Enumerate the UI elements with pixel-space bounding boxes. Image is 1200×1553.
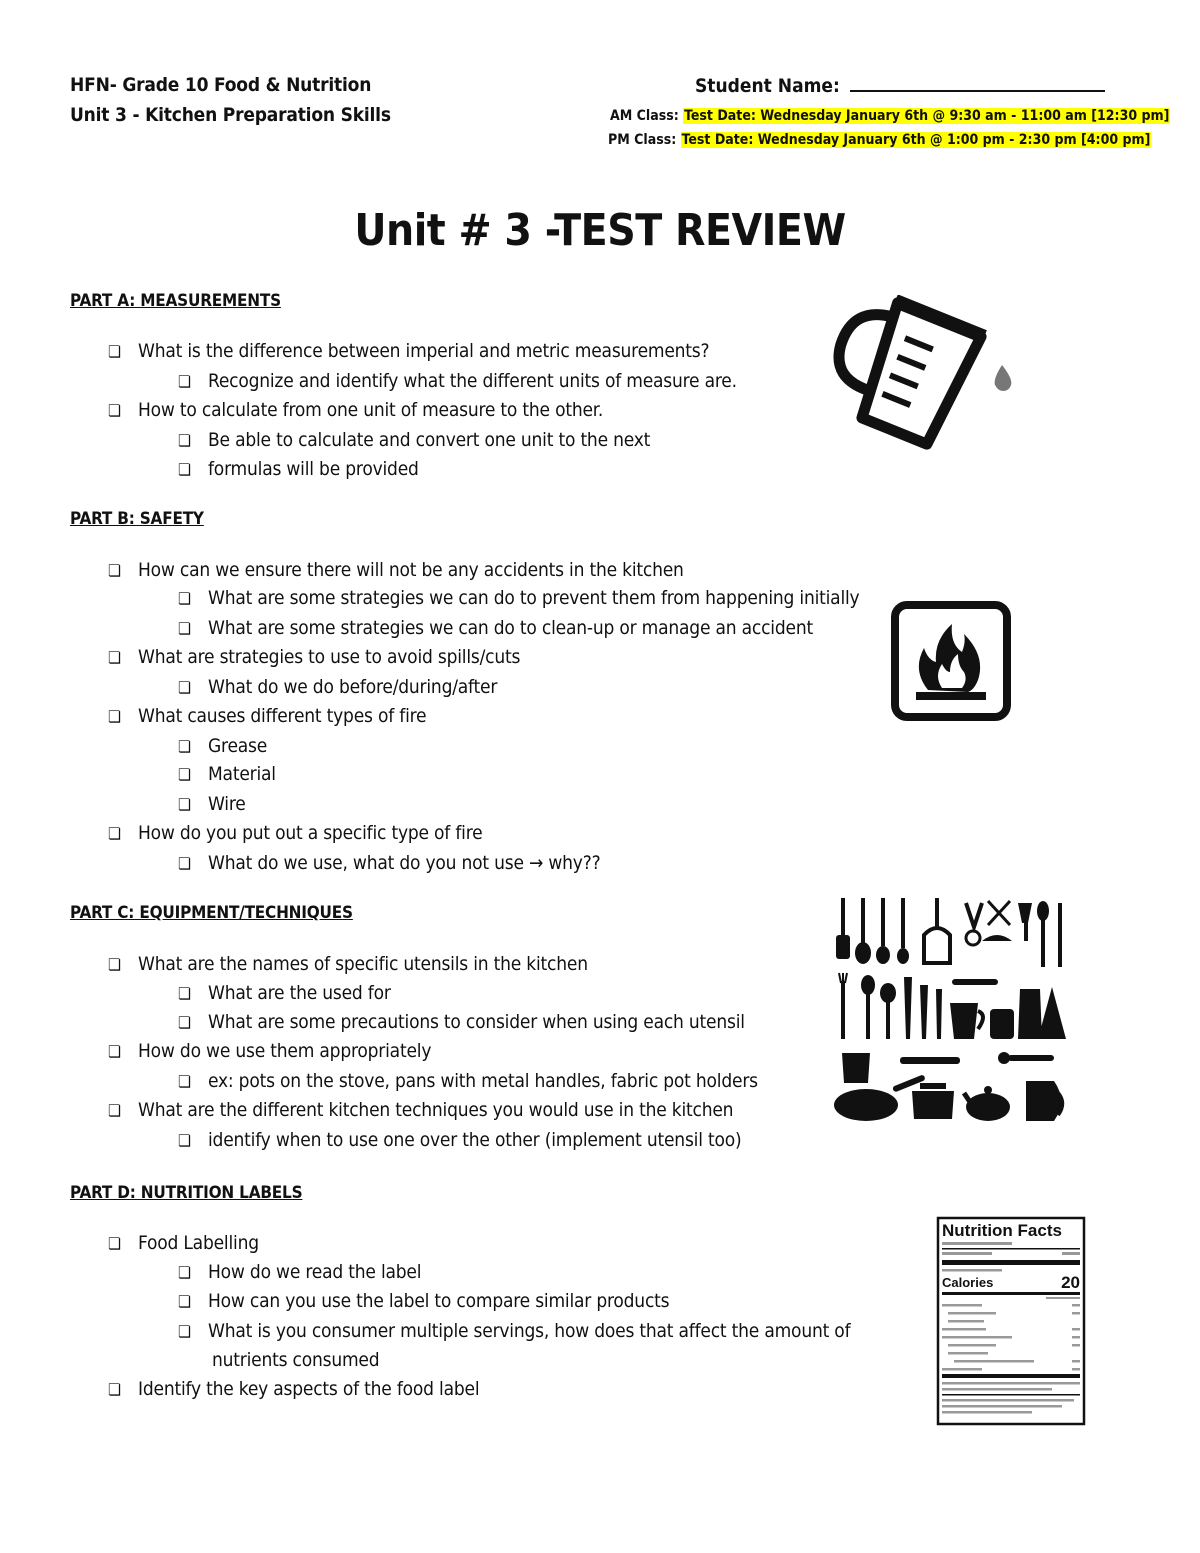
student-name-line[interactable] — [850, 70, 1105, 92]
list-item: ❏ What do we do before/during/after — [178, 673, 497, 702]
list-item: ❏ What are some strategies we can do to prevent them from happening initially — [178, 584, 859, 613]
checkbox-icon: ❏ — [178, 1131, 191, 1150]
list-item-continuation: nutrients consumed — [212, 1349, 380, 1371]
checkbox-icon: ❏ — [178, 1013, 191, 1032]
checkbox-icon: ❏ — [178, 678, 191, 697]
student-name-label: Student Name: — [695, 75, 840, 97]
checkbox-icon: ❏ — [108, 1380, 121, 1399]
list-item: ❏ Identify the key aspects of the food label — [108, 1375, 479, 1404]
checkbox-icon: ❏ — [178, 431, 191, 450]
list-item: ❏ What are the names of specific utensils in the kitchen — [108, 950, 588, 979]
checkbox-icon: ❏ — [178, 795, 191, 814]
fire-hazard-icon — [890, 600, 1012, 722]
part-c-heading: PART C: EQUIPMENT/TECHNIQUES — [70, 903, 353, 923]
checkbox-icon: ❏ — [108, 955, 121, 974]
water-drop-icon — [995, 365, 1012, 391]
list-item: ❏ Wire — [178, 790, 246, 819]
list-item: ❏ How can you use the label to compare similar products — [178, 1287, 669, 1316]
checkbox-icon: ❏ — [108, 401, 121, 420]
kitchen-utensils-icon — [832, 893, 1070, 1125]
nutrition-facts-title: Nutrition Facts — [942, 1221, 1062, 1240]
am-class-label: AM Class: — [610, 108, 679, 124]
am-test-date: Test Date: Wednesday January 6th @ 9:30 am - 11:00 am [12:30 pm] — [684, 108, 1170, 124]
checkbox-icon: ❏ — [178, 1072, 191, 1091]
list-item: ❏ What are strategies to use to avoid spills/cuts — [108, 643, 520, 672]
pm-class-line — [608, 130, 1151, 150]
measuring-cup-icon — [815, 295, 1020, 460]
part-b-heading: PART B: SAFETY — [70, 509, 204, 529]
list-item: ❏ What are some strategies we can do to clean-up or manage an accident — [178, 614, 813, 643]
checkbox-icon: ❏ — [108, 1042, 121, 1061]
list-item: ❏ Be able to calculate and convert one unit to the next — [178, 426, 650, 455]
list-item: ❏ What is the difference between imperial and metric measurements? — [108, 337, 709, 366]
checkbox-icon: ❏ — [108, 561, 121, 580]
list-item: ❏ identify when to use one over the other (implement utensil too) — [178, 1126, 741, 1155]
pm-test-date: Test Date: Wednesday January 6th @ 1:00 pm - 2:30 pm [4:00 pm] — [681, 132, 1151, 148]
list-item: ❏ ex: pots on the stove, pans with metal handles, fabric pot holders — [178, 1067, 758, 1096]
checkbox-icon: ❏ — [178, 372, 191, 391]
checkbox-icon: ❏ — [108, 1101, 121, 1120]
list-item: ❏ How to calculate from one unit of measure to the other. — [108, 396, 603, 425]
checkbox-icon: ❏ — [178, 619, 191, 638]
part-a-heading: PART A: MEASUREMENTS — [70, 291, 281, 311]
list-item: ❏ What is you consumer multiple servings, how does that affect the amount of — [178, 1317, 850, 1346]
list-item: ❏ What are the different kitchen techniques you would use in the kitchen — [108, 1096, 733, 1125]
calories-label: Calories — [942, 1275, 994, 1290]
checkbox-icon: ❏ — [178, 765, 191, 784]
list-item: ❏ Recognize and identify what the different units of measure are. — [178, 367, 737, 396]
checkbox-icon: ❏ — [108, 707, 121, 726]
checkbox-icon: ❏ — [108, 824, 121, 843]
unit-title: Unit 3 - Kitchen Preparation Skills — [70, 104, 391, 126]
list-item: ❏ How can we ensure there will not be any accidents in the kitchen — [108, 556, 684, 585]
checkbox-icon: ❏ — [178, 854, 191, 873]
list-item: ❏ What are some precautions to consider when using each utensil — [178, 1008, 745, 1037]
checkbox-icon: ❏ — [108, 342, 121, 361]
checkbox-icon: ❏ — [178, 737, 191, 756]
page-title: Unit # 3 -TEST REVIEW — [354, 205, 846, 256]
list-item: ❏ What are the used for — [178, 979, 391, 1008]
list-item: ❏ formulas will be provided — [178, 455, 419, 484]
checkbox-icon: ❏ — [178, 1322, 191, 1341]
checkbox-icon: ❏ — [108, 1234, 121, 1253]
checkbox-icon: ❏ — [178, 1263, 191, 1282]
list-item: ❏ Material — [178, 760, 276, 789]
pm-class-label: PM Class: — [608, 132, 677, 148]
list-item: ❏ How do we read the label — [178, 1258, 421, 1287]
part-d-heading: PART D: NUTRITION LABELS — [70, 1183, 303, 1203]
list-item: ❏ Grease — [178, 732, 267, 761]
student-name-field[interactable] — [695, 70, 1105, 101]
list-item: ❏ What do we use, what do you not use → why?? — [178, 849, 600, 878]
list-item: ❏ How do you put out a specific type of fire — [108, 819, 482, 848]
list-item: ❏ Food Labelling — [108, 1229, 259, 1258]
checkbox-icon: ❏ — [178, 1292, 191, 1311]
nutrition-facts-label-icon — [936, 1216, 1086, 1426]
checkbox-icon: ❏ — [108, 648, 121, 667]
am-class-line — [610, 106, 1170, 126]
checkbox-icon: ❏ — [178, 460, 191, 479]
calories-value: 20 — [1061, 1273, 1080, 1292]
checkbox-icon: ❏ — [178, 984, 191, 1003]
list-item: ❏ How do we use them appropriately — [108, 1037, 431, 1066]
course-title: HFN- Grade 10 Food & Nutrition — [70, 74, 372, 96]
course-header — [70, 70, 391, 130]
list-item: ❏ What causes different types of fire — [108, 702, 426, 731]
checkbox-icon: ❏ — [178, 589, 191, 608]
